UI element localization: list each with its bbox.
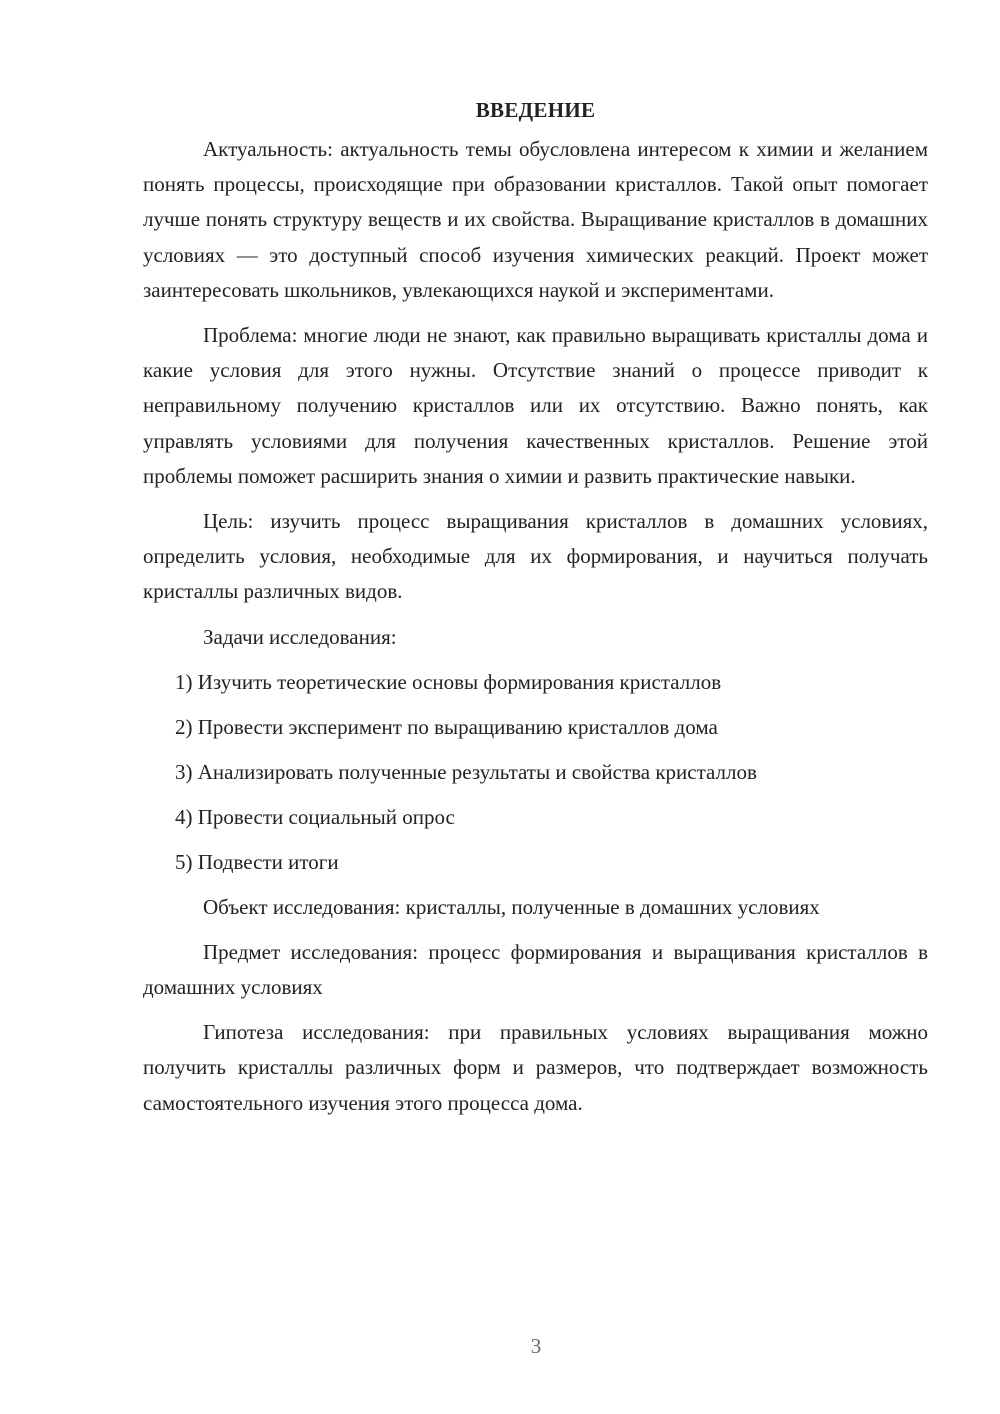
list-item: 2) Провести эксперимент по выращиванию кристаллов дома	[175, 714, 718, 739]
hypothesis-paragraph: Гипотеза исследования: при правильных условиях выращивания можно получить кристаллы различных форм и размеров, что подтверждает возможность самостоятельного изучения этого процесса дома.	[143, 1020, 928, 1115]
problem-paragraph: Проблема: многие люди не знают, как правильно выращивать кристаллы дома и какие условия для этого нужны. Отсутствие знаний о процессе приводит к неправильному получению кристаллов или их отсутствию. Важно понять, как управлять условиями для получения качественных кристаллов. Решение этой проблемы поможет расширить знания о химии и развить практические навыки.	[143, 323, 928, 488]
page-title: ВВЕДЕНИЕ	[475, 98, 596, 122]
relevance-paragraph: Актуальность: актуальность темы обусловлена интересом к химии и желанием понять процессы, происходящие при образовании кристаллов. Такой опыт помогает лучше понять структуру веществ и их свойства. Выращивание кристаллов в домашних условиях — это доступный способ изучения химических реакций. Проект может заинтересовать школьников, увлекающихся наукой и экспериментами.	[143, 137, 928, 302]
page-number: 3	[530, 1334, 542, 1358]
subject-paragraph: Предмет исследования: процесс формирования и выращивания кристаллов в домашних условиях	[143, 939, 928, 1000]
list-item: 5) Подвести итоги	[175, 849, 339, 874]
list-item: 4) Провести социальный опрос	[175, 804, 455, 829]
goal-paragraph: Цель: изучить процесс выращивания кристаллов в домашних условиях, определить условия, необходимые для их формирования, и научиться получать кристаллы различных видов.	[143, 509, 928, 604]
document-page	[143, 92, 928, 1131]
tasks-heading: Задачи исследования:	[203, 624, 397, 649]
list-item: 1) Изучить теоретические основы формирования кристаллов	[175, 669, 722, 694]
list-item: 3) Анализировать полученные результаты и свойства кристаллов	[175, 759, 757, 784]
object-paragraph: Объект исследования: кристаллы, полученные в домашних условиях	[203, 894, 820, 919]
task-list	[143, 665, 928, 880]
